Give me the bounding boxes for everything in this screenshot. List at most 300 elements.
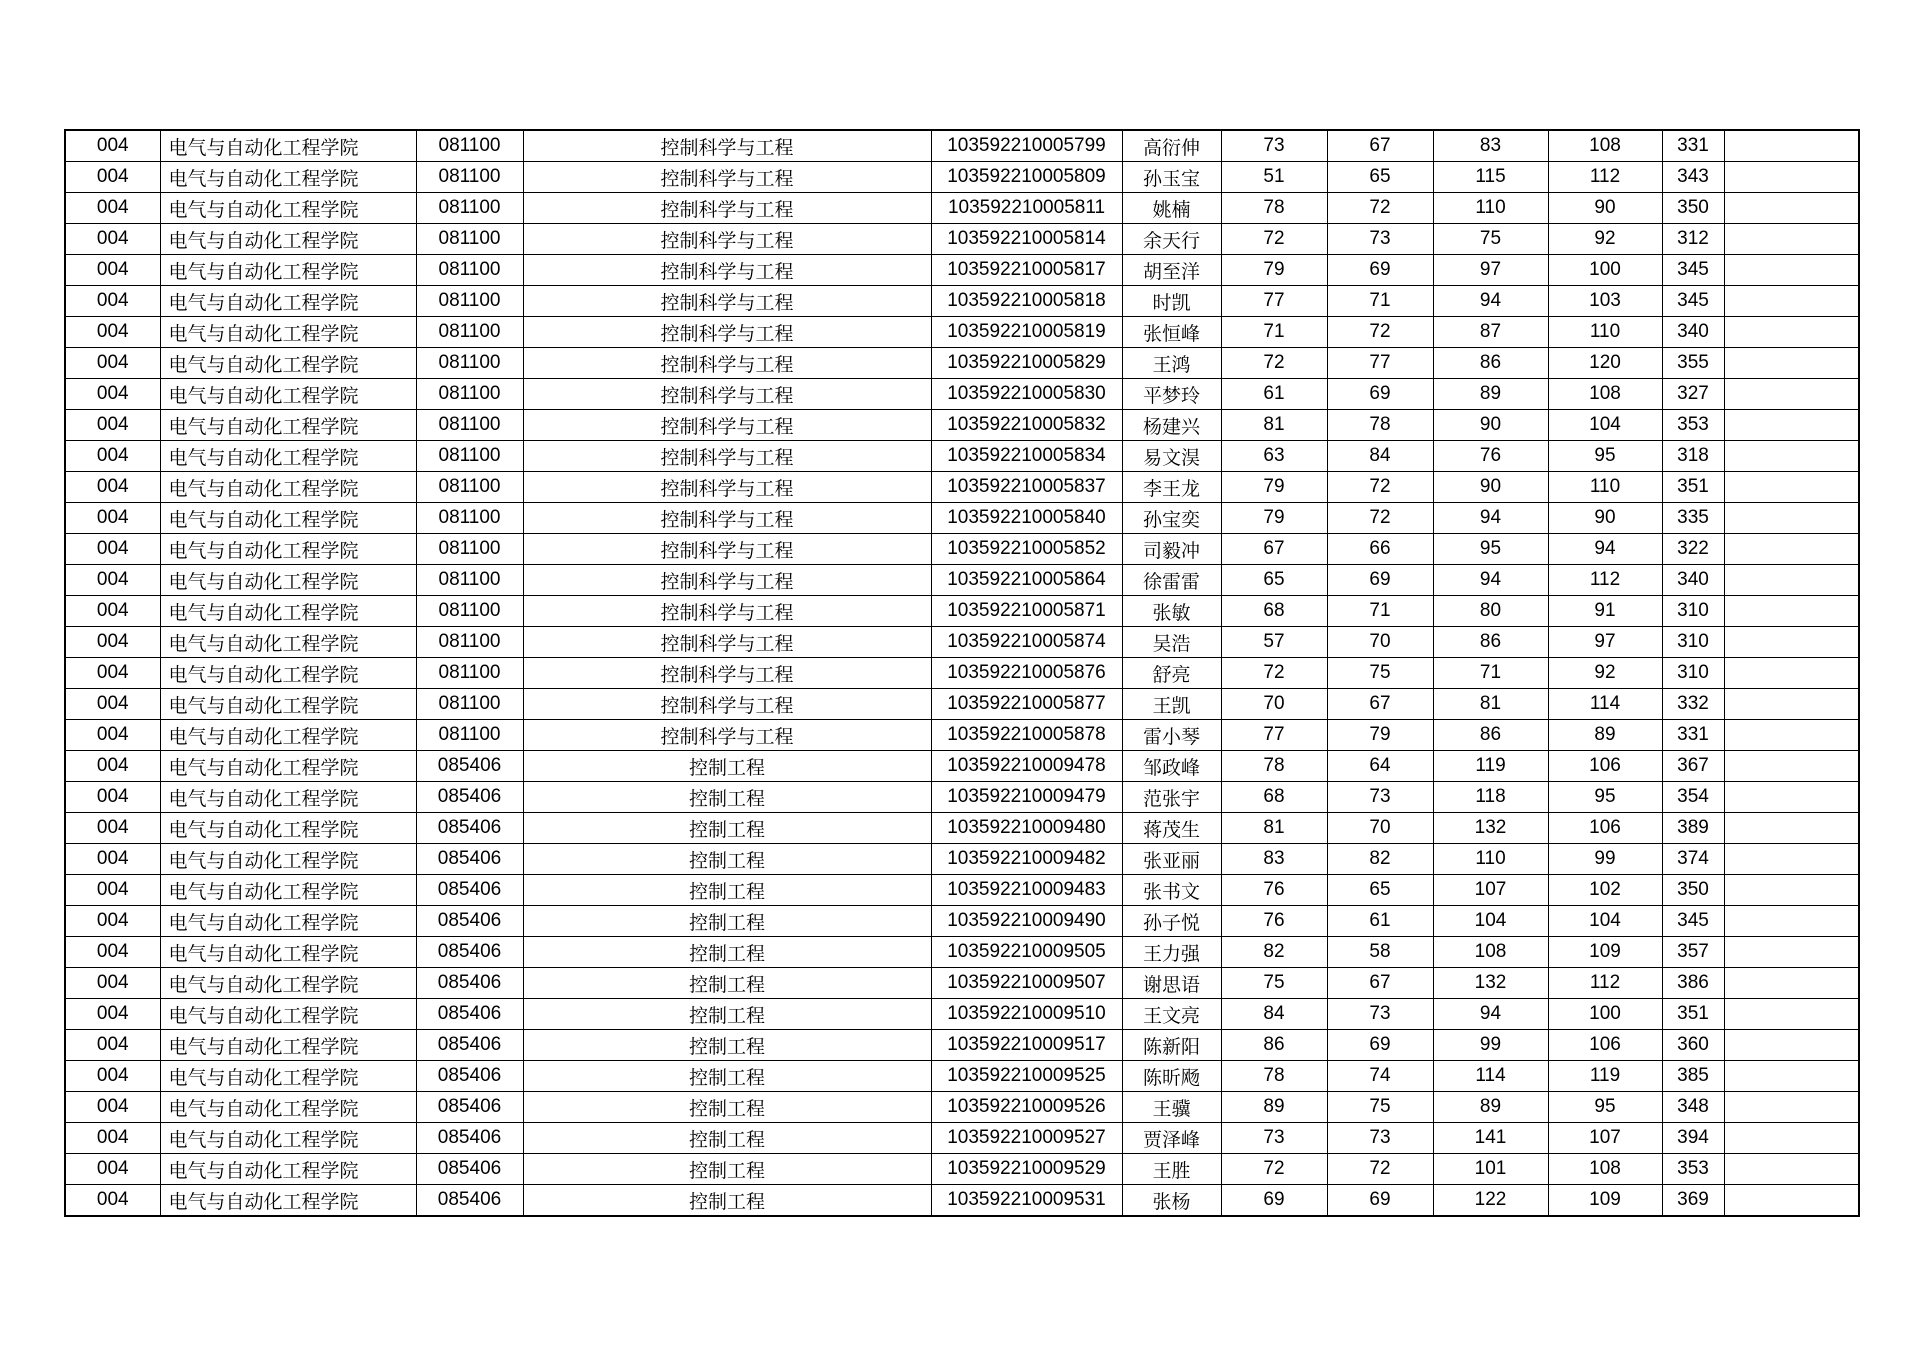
remark-cell — [1724, 596, 1859, 627]
table-row — [65, 875, 1859, 906]
college-cell: 电气与自动化工程学院 — [160, 565, 416, 596]
score-subject2-cell: 90 — [1548, 193, 1662, 224]
score-politics-cell: 68 — [1221, 596, 1327, 627]
table-row — [65, 379, 1859, 410]
major-code-cell: 085406 — [416, 937, 523, 968]
score-subject1-cell: 83 — [1433, 130, 1548, 162]
college-cell: 电气与自动化工程学院 — [160, 1092, 416, 1123]
score-subject1-cell: 94 — [1433, 999, 1548, 1030]
remark-cell — [1724, 1185, 1859, 1217]
dept-code-cell: 004 — [65, 286, 160, 317]
score-subject1-cell: 90 — [1433, 410, 1548, 441]
score-subject2-cell: 108 — [1548, 1154, 1662, 1185]
score-politics-cell: 51 — [1221, 162, 1327, 193]
table-row — [65, 1123, 1859, 1154]
score-politics-cell: 57 — [1221, 627, 1327, 658]
score-english-cell: 67 — [1327, 968, 1433, 999]
score-subject2-cell: 106 — [1548, 751, 1662, 782]
score-politics-cell: 75 — [1221, 968, 1327, 999]
college-cell: 电气与自动化工程学院 — [160, 937, 416, 968]
remark-cell — [1724, 844, 1859, 875]
dept-code-cell: 004 — [65, 1154, 160, 1185]
major-code-cell: 085406 — [416, 1061, 523, 1092]
exam-id-cell: 103592210005877 — [931, 689, 1122, 720]
total-score-cell: 310 — [1662, 596, 1724, 627]
total-score-cell: 354 — [1662, 782, 1724, 813]
college-cell: 电气与自动化工程学院 — [160, 348, 416, 379]
score-politics-cell: 78 — [1221, 751, 1327, 782]
total-score-cell: 312 — [1662, 224, 1724, 255]
score-politics-cell: 68 — [1221, 782, 1327, 813]
score-english-cell: 84 — [1327, 441, 1433, 472]
total-score-cell: 357 — [1662, 937, 1724, 968]
total-score-cell: 353 — [1662, 1154, 1724, 1185]
college-cell: 电气与自动化工程学院 — [160, 193, 416, 224]
score-subject1-cell: 87 — [1433, 317, 1548, 348]
college-cell: 电气与自动化工程学院 — [160, 999, 416, 1030]
major-code-cell: 081100 — [416, 162, 523, 193]
name-cell: 徐雷雷 — [1122, 565, 1221, 596]
exam-id-cell: 103592210005830 — [931, 379, 1122, 410]
total-score-cell: 350 — [1662, 875, 1724, 906]
major-code-cell: 081100 — [416, 565, 523, 596]
name-cell: 李王龙 — [1122, 472, 1221, 503]
table-row — [65, 906, 1859, 937]
major-code-cell: 085406 — [416, 999, 523, 1030]
major-name-cell: 控制科学与工程 — [523, 503, 931, 534]
major-name-cell: 控制工程 — [523, 1030, 931, 1061]
total-score-cell: 335 — [1662, 503, 1724, 534]
score-subject1-cell: 104 — [1433, 906, 1548, 937]
total-score-cell: 331 — [1662, 130, 1724, 162]
major-name-cell: 控制科学与工程 — [523, 379, 931, 410]
major-name-cell: 控制科学与工程 — [523, 162, 931, 193]
college-cell: 电气与自动化工程学院 — [160, 751, 416, 782]
college-cell: 电气与自动化工程学院 — [160, 1185, 416, 1217]
score-subject1-cell: 86 — [1433, 348, 1548, 379]
score-subject1-cell: 71 — [1433, 658, 1548, 689]
dept-code-cell: 004 — [65, 1061, 160, 1092]
table-body — [65, 130, 1859, 1216]
name-cell: 王骥 — [1122, 1092, 1221, 1123]
name-cell: 吴浩 — [1122, 627, 1221, 658]
score-politics-cell: 82 — [1221, 937, 1327, 968]
name-cell: 舒亮 — [1122, 658, 1221, 689]
score-english-cell: 65 — [1327, 162, 1433, 193]
college-cell: 电气与自动化工程学院 — [160, 875, 416, 906]
score-politics-cell: 78 — [1221, 1061, 1327, 1092]
major-code-cell: 081100 — [416, 224, 523, 255]
name-cell: 张杨 — [1122, 1185, 1221, 1217]
major-name-cell: 控制工程 — [523, 875, 931, 906]
table-row — [65, 782, 1859, 813]
remark-cell — [1724, 1030, 1859, 1061]
major-code-cell: 081100 — [416, 130, 523, 162]
major-name-cell: 控制科学与工程 — [523, 193, 931, 224]
score-english-cell: 65 — [1327, 875, 1433, 906]
major-name-cell: 控制科学与工程 — [523, 441, 931, 472]
table-row — [65, 162, 1859, 193]
table-row — [65, 627, 1859, 658]
score-english-cell: 70 — [1327, 813, 1433, 844]
college-cell: 电气与自动化工程学院 — [160, 689, 416, 720]
score-subject2-cell: 95 — [1548, 1092, 1662, 1123]
table-row — [65, 255, 1859, 286]
score-subject2-cell: 90 — [1548, 503, 1662, 534]
score-english-cell: 82 — [1327, 844, 1433, 875]
score-english-cell: 69 — [1327, 565, 1433, 596]
score-politics-cell: 81 — [1221, 410, 1327, 441]
exam-id-cell: 103592210009482 — [931, 844, 1122, 875]
major-name-cell: 控制科学与工程 — [523, 348, 931, 379]
exam-id-cell: 103592210005834 — [931, 441, 1122, 472]
score-subject2-cell: 92 — [1548, 658, 1662, 689]
score-english-cell: 72 — [1327, 193, 1433, 224]
dept-code-cell: 004 — [65, 937, 160, 968]
score-english-cell: 72 — [1327, 472, 1433, 503]
table-row — [65, 844, 1859, 875]
dept-code-cell: 004 — [65, 596, 160, 627]
score-english-cell: 67 — [1327, 689, 1433, 720]
score-english-cell: 79 — [1327, 720, 1433, 751]
score-table — [64, 129, 1860, 1217]
major-code-cell: 081100 — [416, 472, 523, 503]
score-subject2-cell: 107 — [1548, 1123, 1662, 1154]
score-english-cell: 75 — [1327, 1092, 1433, 1123]
score-politics-cell: 81 — [1221, 813, 1327, 844]
remark-cell — [1724, 875, 1859, 906]
dept-code-cell: 004 — [65, 968, 160, 999]
table-row — [65, 410, 1859, 441]
remark-cell — [1724, 441, 1859, 472]
score-subject2-cell: 114 — [1548, 689, 1662, 720]
total-score-cell: 367 — [1662, 751, 1724, 782]
dept-code-cell: 004 — [65, 255, 160, 286]
college-cell: 电气与自动化工程学院 — [160, 534, 416, 565]
major-name-cell: 控制工程 — [523, 1092, 931, 1123]
college-cell: 电气与自动化工程学院 — [160, 596, 416, 627]
name-cell: 陈昕飏 — [1122, 1061, 1221, 1092]
total-score-cell: 331 — [1662, 720, 1724, 751]
table-row — [65, 720, 1859, 751]
major-name-cell: 控制科学与工程 — [523, 596, 931, 627]
college-cell: 电气与自动化工程学院 — [160, 286, 416, 317]
college-cell: 电气与自动化工程学院 — [160, 658, 416, 689]
table-row — [65, 286, 1859, 317]
score-subject1-cell: 110 — [1433, 193, 1548, 224]
dept-code-cell: 004 — [65, 999, 160, 1030]
dept-code-cell: 004 — [65, 472, 160, 503]
dept-code-cell: 004 — [65, 379, 160, 410]
college-cell: 电气与自动化工程学院 — [160, 130, 416, 162]
name-cell: 王力强 — [1122, 937, 1221, 968]
table-row — [65, 689, 1859, 720]
name-cell: 范张宇 — [1122, 782, 1221, 813]
score-politics-cell: 73 — [1221, 130, 1327, 162]
major-code-cell: 081100 — [416, 193, 523, 224]
total-score-cell: 345 — [1662, 286, 1724, 317]
major-name-cell: 控制工程 — [523, 751, 931, 782]
score-politics-cell: 71 — [1221, 317, 1327, 348]
table-row — [65, 1185, 1859, 1217]
dept-code-cell: 004 — [65, 844, 160, 875]
dept-code-cell: 004 — [65, 193, 160, 224]
score-politics-cell: 72 — [1221, 224, 1327, 255]
name-cell: 时凯 — [1122, 286, 1221, 317]
exam-id-cell: 103592210009526 — [931, 1092, 1122, 1123]
remark-cell — [1724, 348, 1859, 379]
name-cell: 张恒峰 — [1122, 317, 1221, 348]
name-cell: 孙宝奕 — [1122, 503, 1221, 534]
total-score-cell: 327 — [1662, 379, 1724, 410]
score-subject2-cell: 100 — [1548, 255, 1662, 286]
table-row — [65, 565, 1859, 596]
score-subject1-cell: 119 — [1433, 751, 1548, 782]
dept-code-cell: 004 — [65, 410, 160, 441]
exam-id-cell: 103592210005817 — [931, 255, 1122, 286]
table-row — [65, 317, 1859, 348]
total-score-cell: 355 — [1662, 348, 1724, 379]
remark-cell — [1724, 565, 1859, 596]
major-code-cell: 085406 — [416, 1185, 523, 1217]
score-subject1-cell: 90 — [1433, 472, 1548, 503]
exam-id-cell: 103592210005852 — [931, 534, 1122, 565]
exam-id-cell: 103592210005840 — [931, 503, 1122, 534]
total-score-cell: 394 — [1662, 1123, 1724, 1154]
score-subject1-cell: 122 — [1433, 1185, 1548, 1217]
score-english-cell: 75 — [1327, 658, 1433, 689]
major-name-cell: 控制工程 — [523, 1123, 931, 1154]
score-politics-cell: 77 — [1221, 286, 1327, 317]
remark-cell — [1724, 317, 1859, 348]
college-cell: 电气与自动化工程学院 — [160, 379, 416, 410]
total-score-cell: 345 — [1662, 906, 1724, 937]
score-subject1-cell: 76 — [1433, 441, 1548, 472]
remark-cell — [1724, 751, 1859, 782]
score-subject1-cell: 94 — [1433, 286, 1548, 317]
college-cell: 电气与自动化工程学院 — [160, 968, 416, 999]
major-code-cell: 085406 — [416, 968, 523, 999]
score-subject1-cell: 89 — [1433, 379, 1548, 410]
table-row — [65, 130, 1859, 162]
major-code-cell: 085406 — [416, 1092, 523, 1123]
name-cell: 高衍伸 — [1122, 130, 1221, 162]
remark-cell — [1724, 999, 1859, 1030]
total-score-cell: 374 — [1662, 844, 1724, 875]
dept-code-cell: 004 — [65, 317, 160, 348]
remark-cell — [1724, 658, 1859, 689]
dept-code-cell: 004 — [65, 689, 160, 720]
table-row — [65, 751, 1859, 782]
remark-cell — [1724, 472, 1859, 503]
college-cell: 电气与自动化工程学院 — [160, 1123, 416, 1154]
score-subject2-cell: 112 — [1548, 162, 1662, 193]
name-cell: 孙玉宝 — [1122, 162, 1221, 193]
table-row — [65, 224, 1859, 255]
score-subject2-cell: 95 — [1548, 441, 1662, 472]
score-politics-cell: 72 — [1221, 348, 1327, 379]
table-row — [65, 348, 1859, 379]
exam-id-cell: 103592210005864 — [931, 565, 1122, 596]
major-name-cell: 控制科学与工程 — [523, 658, 931, 689]
dept-code-cell: 004 — [65, 1092, 160, 1123]
exam-id-cell: 103592210009483 — [931, 875, 1122, 906]
table-row — [65, 1092, 1859, 1123]
remark-cell — [1724, 130, 1859, 162]
score-subject2-cell: 97 — [1548, 627, 1662, 658]
major-code-cell: 081100 — [416, 317, 523, 348]
college-cell: 电气与自动化工程学院 — [160, 503, 416, 534]
score-subject2-cell: 92 — [1548, 224, 1662, 255]
remark-cell — [1724, 813, 1859, 844]
dept-code-cell: 004 — [65, 751, 160, 782]
dept-code-cell: 004 — [65, 224, 160, 255]
major-name-cell: 控制科学与工程 — [523, 689, 931, 720]
exam-id-cell: 103592210005837 — [931, 472, 1122, 503]
score-subject2-cell: 119 — [1548, 1061, 1662, 1092]
remark-cell — [1724, 503, 1859, 534]
score-subject1-cell: 89 — [1433, 1092, 1548, 1123]
total-score-cell: 369 — [1662, 1185, 1724, 1217]
college-cell: 电气与自动化工程学院 — [160, 627, 416, 658]
major-name-cell: 控制科学与工程 — [523, 130, 931, 162]
score-subject2-cell: 120 — [1548, 348, 1662, 379]
score-subject1-cell: 141 — [1433, 1123, 1548, 1154]
remark-cell — [1724, 968, 1859, 999]
major-code-cell: 081100 — [416, 689, 523, 720]
score-subject1-cell: 108 — [1433, 937, 1548, 968]
score-subject2-cell: 106 — [1548, 813, 1662, 844]
score-subject1-cell: 86 — [1433, 720, 1548, 751]
score-politics-cell: 83 — [1221, 844, 1327, 875]
score-subject2-cell: 108 — [1548, 130, 1662, 162]
dept-code-cell: 004 — [65, 906, 160, 937]
score-english-cell: 69 — [1327, 379, 1433, 410]
score-english-cell: 71 — [1327, 286, 1433, 317]
remark-cell — [1724, 906, 1859, 937]
total-score-cell: 386 — [1662, 968, 1724, 999]
exam-id-cell: 103592210009479 — [931, 782, 1122, 813]
score-subject1-cell: 80 — [1433, 596, 1548, 627]
total-score-cell: 348 — [1662, 1092, 1724, 1123]
major-name-cell: 控制工程 — [523, 1185, 931, 1217]
score-english-cell: 73 — [1327, 1123, 1433, 1154]
score-subject2-cell: 94 — [1548, 534, 1662, 565]
major-code-cell: 081100 — [416, 348, 523, 379]
score-subject2-cell: 104 — [1548, 906, 1662, 937]
major-name-cell: 控制工程 — [523, 906, 931, 937]
score-politics-cell: 79 — [1221, 472, 1327, 503]
score-english-cell: 73 — [1327, 999, 1433, 1030]
score-politics-cell: 78 — [1221, 193, 1327, 224]
dept-code-cell: 004 — [65, 565, 160, 596]
exam-id-cell: 103592210009510 — [931, 999, 1122, 1030]
score-english-cell: 72 — [1327, 317, 1433, 348]
name-cell: 张书文 — [1122, 875, 1221, 906]
remark-cell — [1724, 720, 1859, 751]
name-cell: 余天行 — [1122, 224, 1221, 255]
score-politics-cell: 72 — [1221, 658, 1327, 689]
name-cell: 陈新阳 — [1122, 1030, 1221, 1061]
remark-cell — [1724, 782, 1859, 813]
major-name-cell: 控制科学与工程 — [523, 255, 931, 286]
score-subject1-cell: 94 — [1433, 503, 1548, 534]
score-english-cell: 69 — [1327, 1030, 1433, 1061]
total-score-cell: 322 — [1662, 534, 1724, 565]
score-subject1-cell: 99 — [1433, 1030, 1548, 1061]
major-name-cell: 控制工程 — [523, 1061, 931, 1092]
exam-id-cell: 103592210009505 — [931, 937, 1122, 968]
name-cell: 平梦玲 — [1122, 379, 1221, 410]
remark-cell — [1724, 410, 1859, 441]
major-name-cell: 控制科学与工程 — [523, 565, 931, 596]
score-english-cell: 71 — [1327, 596, 1433, 627]
college-cell: 电气与自动化工程学院 — [160, 224, 416, 255]
score-english-cell: 70 — [1327, 627, 1433, 658]
college-cell: 电气与自动化工程学院 — [160, 813, 416, 844]
major-name-cell: 控制工程 — [523, 813, 931, 844]
major-name-cell: 控制科学与工程 — [523, 317, 931, 348]
remark-cell — [1724, 689, 1859, 720]
table-row — [65, 813, 1859, 844]
dept-code-cell: 004 — [65, 130, 160, 162]
exam-id-cell: 103592210005809 — [931, 162, 1122, 193]
name-cell: 姚楠 — [1122, 193, 1221, 224]
major-code-cell: 081100 — [416, 286, 523, 317]
total-score-cell: 332 — [1662, 689, 1724, 720]
name-cell: 张敏 — [1122, 596, 1221, 627]
major-code-cell: 081100 — [416, 658, 523, 689]
exam-id-cell: 103592210005829 — [931, 348, 1122, 379]
exam-id-cell: 103592210005799 — [931, 130, 1122, 162]
major-name-cell: 控制科学与工程 — [523, 286, 931, 317]
table-row — [65, 999, 1859, 1030]
exam-id-cell: 103592210009517 — [931, 1030, 1122, 1061]
major-code-cell: 085406 — [416, 906, 523, 937]
college-cell: 电气与自动化工程学院 — [160, 317, 416, 348]
dept-code-cell: 004 — [65, 1123, 160, 1154]
exam-id-cell: 103592210009480 — [931, 813, 1122, 844]
table-row — [65, 968, 1859, 999]
total-score-cell: 318 — [1662, 441, 1724, 472]
score-subject1-cell: 110 — [1433, 844, 1548, 875]
exam-id-cell: 103592210009527 — [931, 1123, 1122, 1154]
score-subject2-cell: 106 — [1548, 1030, 1662, 1061]
dept-code-cell: 004 — [65, 813, 160, 844]
remark-cell — [1724, 193, 1859, 224]
table-row — [65, 658, 1859, 689]
score-subject1-cell: 118 — [1433, 782, 1548, 813]
major-code-cell: 085406 — [416, 751, 523, 782]
dept-code-cell: 004 — [65, 627, 160, 658]
total-score-cell: 385 — [1662, 1061, 1724, 1092]
exam-id-cell: 103592210005819 — [931, 317, 1122, 348]
total-score-cell: 351 — [1662, 999, 1724, 1030]
score-subject2-cell: 99 — [1548, 844, 1662, 875]
college-cell: 电气与自动化工程学院 — [160, 410, 416, 441]
dept-code-cell: 004 — [65, 534, 160, 565]
college-cell: 电气与自动化工程学院 — [160, 162, 416, 193]
major-code-cell: 081100 — [416, 720, 523, 751]
table-row — [65, 503, 1859, 534]
name-cell: 易文淏 — [1122, 441, 1221, 472]
exam-id-cell: 103592210005832 — [931, 410, 1122, 441]
score-subject1-cell: 81 — [1433, 689, 1548, 720]
major-code-cell: 085406 — [416, 1123, 523, 1154]
dept-code-cell: 004 — [65, 1185, 160, 1217]
exam-id-cell: 103592210009529 — [931, 1154, 1122, 1185]
score-subject1-cell: 107 — [1433, 875, 1548, 906]
